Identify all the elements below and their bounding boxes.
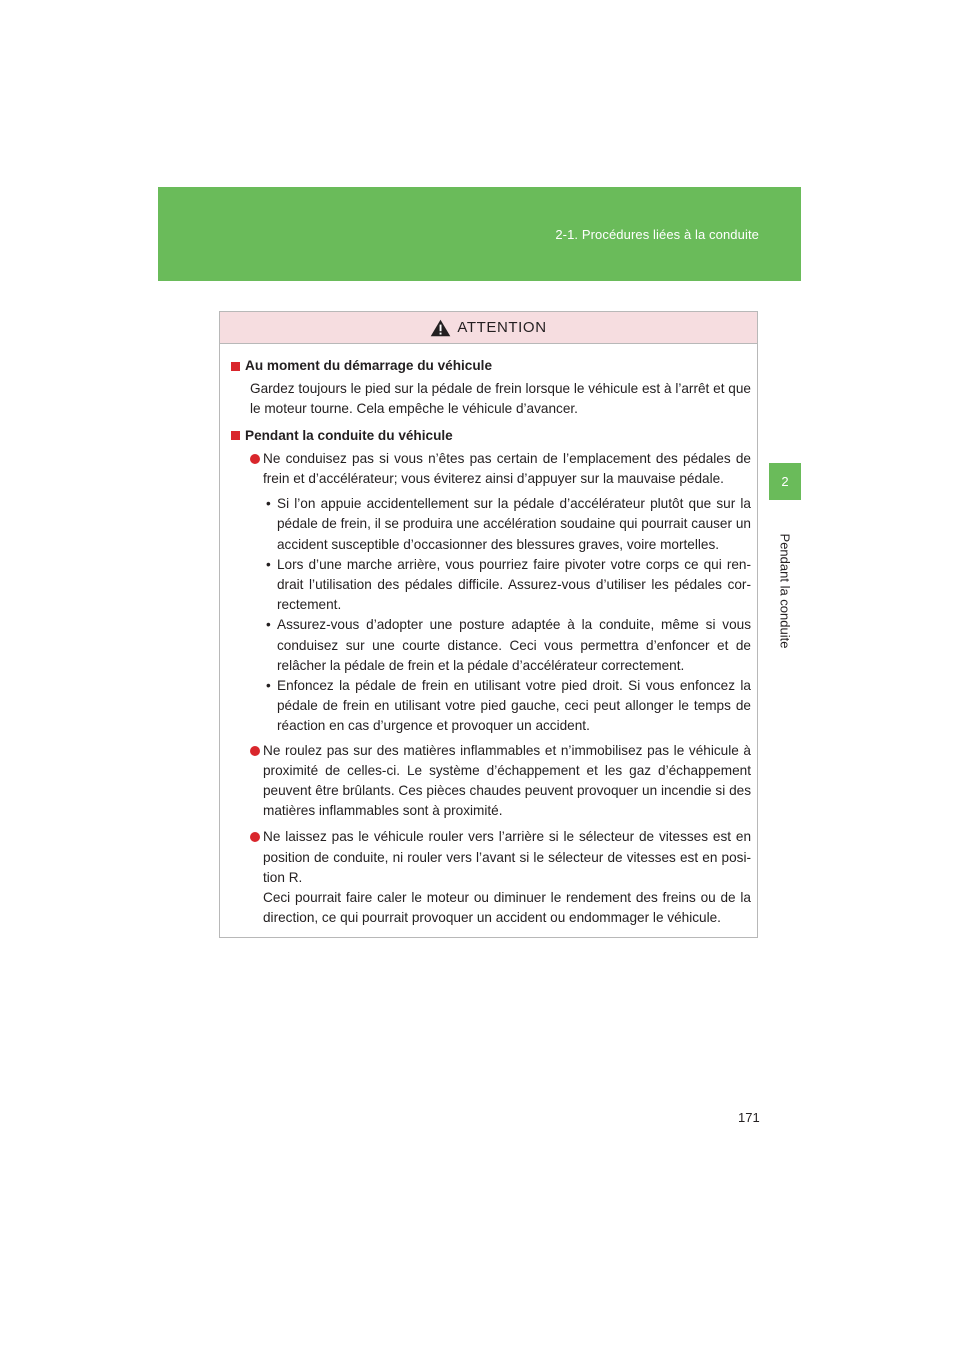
red-square-icon [231, 431, 240, 440]
red-dot-icon [250, 454, 260, 464]
section-starting [231, 356, 751, 420]
sub-bullet-text: Lors d’une marche arrière, vous pourriez faire pivoter votre corps ce qui rendrait l’utilisation des pédales difficile. Assurez-vous d’utiliser les pédales correctement. [277, 556, 751, 613]
sub-bullet-item [231, 615, 751, 676]
section-heading-text: Pendant la conduite du véhicule [245, 427, 453, 443]
chapter-side-label-text: Pendant la conduite [777, 533, 793, 649]
section-heading-text: Au moment du démarrage du véhicule [245, 358, 493, 373]
bullet-item [231, 741, 751, 822]
warning-triangle-icon [430, 319, 451, 337]
bullet-text: Ne conduisez pas si vous n’êtes pas certain de l’emplacement des pédales de frein et d’accélérateur; vous éviterez ainsi d’appuyer sur la mauvaise pédale. [263, 450, 751, 487]
sub-bullet-item [231, 676, 751, 737]
attention-header [220, 312, 757, 344]
bullet-item [231, 449, 751, 489]
red-dot-icon [250, 832, 260, 842]
section-driving [231, 426, 751, 929]
sub-bullet-item [231, 555, 751, 616]
red-square-icon [231, 362, 240, 371]
chapter-header-band [158, 187, 801, 281]
bullet-text-continued: Ceci pourrait faire caler le moteur ou diminuer le rendement des freins ou de la direction, ce qui pourrait provoquer un accident ou endommager le véhicule. [263, 890, 751, 926]
section-heading [231, 356, 751, 376]
attention-content [220, 344, 757, 928]
section-heading [231, 426, 751, 446]
attention-box [219, 311, 758, 938]
chapter-section-title: 2-1. Procédures liées à la conduite [555, 227, 759, 242]
sub-bullet-list [231, 494, 751, 736]
page-number: 171 [738, 1110, 760, 1125]
sub-bullet-text: Si l’on appuie accidentellement sur la pédale d’accélérateur plutôt que sur la pédale de frein, il se produira une accélération soudaine qui pourrait causer un accident susceptible d’occasionner des blessures graves, voire mortelles. [277, 496, 751, 552]
sub-bullet-mark: • [266, 556, 271, 572]
bullet-text: Ne laissez pas le véhicule rouler vers l’arrière si le sélecteur de vitesses est en position de conduite, ni rouler vers l’avant si le sélecteur de vitesses est en position R. [263, 829, 751, 885]
bullet-item [231, 827, 751, 928]
red-dot-icon [250, 746, 260, 756]
chapter-number-tab: 2 [769, 463, 801, 500]
sub-bullet-mark: • [266, 617, 271, 633]
bullet-text: Ne roulez pas sur des matières inflammables et n’immobilisez pas le véhicule à proximité de celles-ci. Le système d’échappement et les gaz d’échappement peuvent être brûlants. Ces pièces chaudes peuvent provoquer un incendie si des matières inflammables sont à proximité. [263, 742, 751, 819]
sub-bullet-mark: • [266, 678, 271, 694]
sub-bullet-item [231, 494, 751, 555]
sub-bullet-text: Enfoncez la pédale de frein en utilisant votre pied droit. Si vous enfoncez la pédale de frein en utilisant votre pied gauche, ceci peut allonger le temps de réaction en cas d’urgence et provoquer un accident. [277, 678, 751, 734]
attention-title: ATTENTION [457, 319, 547, 336]
sub-bullet-mark: • [266, 496, 271, 512]
section-paragraph: Gardez toujours le pied sur la pédale de frein lorsque le véhicule est à l’arrêt et que le moteur tourne. Cela empêche le véhicule d’avancer. [250, 381, 751, 417]
sub-bullet-text: Assurez-vous d’adopter une posture adaptée à la conduite, même si vous conduisez sur une courte distance. Ceci vous permettra d’enfoncer et de relâcher la pédale de frein et la pédale d’accélérateur correctement. [277, 617, 751, 673]
